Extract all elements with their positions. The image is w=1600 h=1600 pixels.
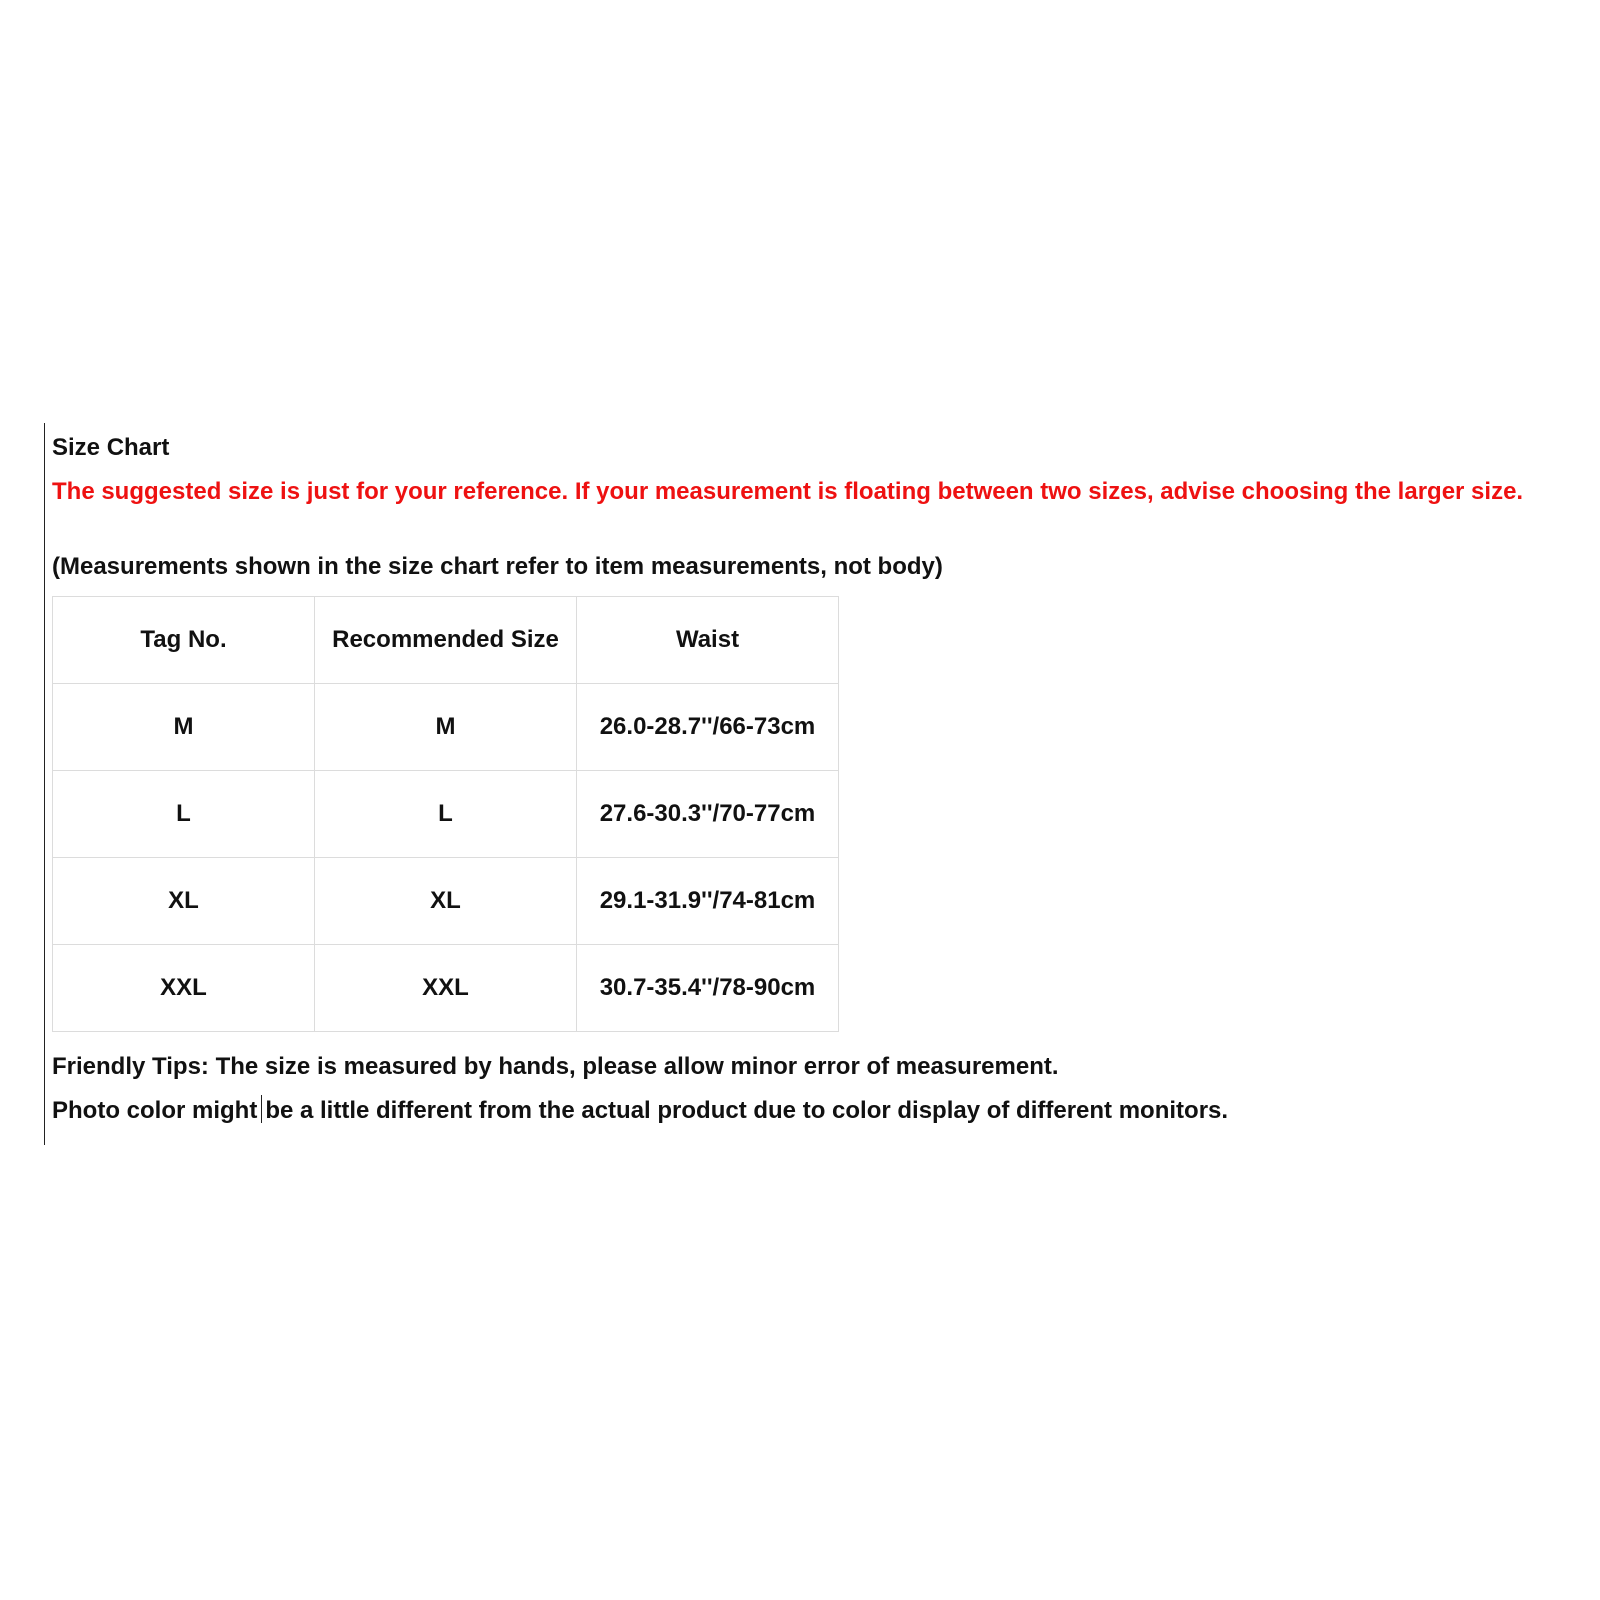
photo-color-note-part2: be a little different from the actual product due to color display of different monitors. — [265, 1097, 1229, 1124]
table-cell: 30.7-35.4''/78-90cm — [577, 945, 839, 1032]
table-row — [53, 684, 839, 771]
table-cell: XXL — [315, 945, 577, 1032]
header-cell: Waist — [577, 597, 839, 684]
photo-color-note-part1: Photo color might — [52, 1097, 258, 1124]
table-cell: XXL — [53, 945, 315, 1032]
text-cursor — [261, 1095, 262, 1123]
table-header-row — [53, 597, 839, 684]
table-cell: M — [315, 684, 577, 771]
header-cell: Tag No. — [53, 597, 315, 684]
table-row — [53, 858, 839, 945]
table-cell: 27.6-30.3''/70-77cm — [577, 771, 839, 858]
table-row — [53, 945, 839, 1032]
table-cell: 26.0-28.7''/66-73cm — [577, 684, 839, 771]
table-cell: 29.1-31.9''/74-81cm — [577, 858, 839, 945]
measurement-note: (Measurements shown in the size chart refer to item measurements, not body) — [52, 553, 943, 580]
table-row — [53, 771, 839, 858]
page-title: Size Chart — [52, 434, 170, 461]
left-border-line — [44, 423, 45, 1145]
friendly-tips: Friendly Tips: The size is measured by hands, please allow minor error of measurement. — [52, 1053, 1059, 1080]
table-cell: XL — [53, 858, 315, 945]
table-cell: L — [53, 771, 315, 858]
table-cell: M — [53, 684, 315, 771]
table-cell: XL — [315, 858, 577, 945]
size-table — [52, 596, 839, 1032]
table-cell: L — [315, 771, 577, 858]
size-warning: The suggested size is just for your reference. If your measurement is floating between two sizes, advise choosing the larger size. — [52, 478, 1524, 505]
header-cell: Recommended Size — [315, 597, 577, 684]
photo-color-note — [52, 1095, 1228, 1126]
